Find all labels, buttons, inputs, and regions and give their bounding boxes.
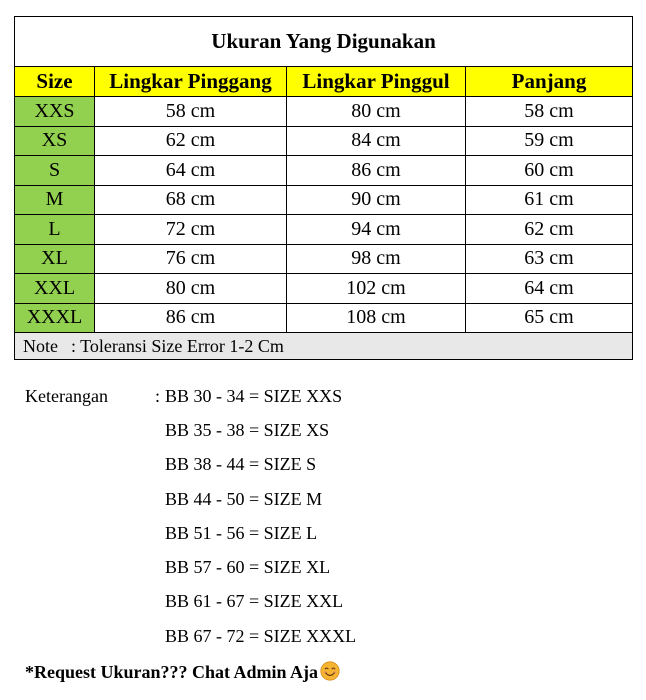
smiling-face-icon xyxy=(320,661,340,681)
legend-colon: : xyxy=(155,386,161,406)
legend-item: BB 44 - 50 = SIZE M xyxy=(165,489,323,509)
waist-cell: 76 cm xyxy=(95,244,287,274)
footer-text: *Request Ukuran??? Chat Admin Aja xyxy=(25,662,319,682)
table-row xyxy=(15,303,633,333)
size-cell: XXL xyxy=(15,274,95,304)
size-cell: XS xyxy=(15,126,95,156)
size-cell: S xyxy=(15,156,95,186)
size-cell: XXS xyxy=(15,97,95,127)
size-chart-table xyxy=(14,16,633,360)
legend-item: BB 38 - 44 = SIZE S xyxy=(165,454,317,474)
length-cell: 60 cm xyxy=(466,156,633,186)
legend-item: BB 35 - 38 = SIZE XS xyxy=(165,420,330,440)
footer-note xyxy=(25,661,340,683)
size-cell: L xyxy=(15,215,95,245)
hip-cell: 84 cm xyxy=(287,126,466,156)
note-label: Note xyxy=(23,335,58,356)
length-cell: 63 cm xyxy=(466,244,633,274)
waist-cell: 64 cm xyxy=(95,156,287,186)
waist-cell: 80 cm xyxy=(95,274,287,304)
legend-item: BB 30 - 34 = SIZE XXS xyxy=(165,386,343,406)
header-size: Size xyxy=(15,67,95,97)
legend-item: BB 67 - 72 = SIZE XXXL xyxy=(165,626,357,646)
length-cell: 61 cm xyxy=(466,185,633,215)
legend-item: BB 51 - 56 = SIZE L xyxy=(165,523,318,543)
hip-cell: 98 cm xyxy=(287,244,466,274)
waist-cell: 72 cm xyxy=(95,215,287,245)
table-row xyxy=(15,97,633,127)
note-text: : Toleransi Size Error 1-2 Cm xyxy=(71,335,284,356)
hip-cell: 86 cm xyxy=(287,156,466,186)
legend-item: BB 57 - 60 = SIZE XL xyxy=(165,557,331,577)
hip-cell: 102 cm xyxy=(287,274,466,304)
legend-item: BB 61 - 67 = SIZE XXL xyxy=(165,591,344,611)
length-cell: 64 cm xyxy=(466,274,633,304)
header-waist: Lingkar Pinggang xyxy=(95,67,287,97)
table-title: Ukuran Yang Digunakan xyxy=(15,17,633,67)
table-row xyxy=(15,126,633,156)
legend-label: Keterangan xyxy=(25,386,108,406)
waist-cell: 58 cm xyxy=(95,97,287,127)
size-cell: M xyxy=(15,185,95,215)
table-row xyxy=(15,215,633,245)
hip-cell: 90 cm xyxy=(287,185,466,215)
length-cell: 58 cm xyxy=(466,97,633,127)
hip-cell: 80 cm xyxy=(287,97,466,127)
length-cell: 59 cm xyxy=(466,126,633,156)
note-row xyxy=(15,333,633,360)
header-row xyxy=(15,67,633,97)
size-cell: XL xyxy=(15,244,95,274)
waist-cell: 68 cm xyxy=(95,185,287,215)
waist-cell: 62 cm xyxy=(95,126,287,156)
table-row xyxy=(15,274,633,304)
header-hip: Lingkar Pinggul xyxy=(287,67,466,97)
hip-cell: 108 cm xyxy=(287,303,466,333)
waist-cell: 86 cm xyxy=(95,303,287,333)
table-row xyxy=(15,185,633,215)
header-length: Panjang xyxy=(466,67,633,97)
length-cell: 65 cm xyxy=(466,303,633,333)
table-row xyxy=(15,156,633,186)
size-cell: XXXL xyxy=(15,303,95,333)
length-cell: 62 cm xyxy=(466,215,633,245)
hip-cell: 94 cm xyxy=(287,215,466,245)
table-row xyxy=(15,244,633,274)
